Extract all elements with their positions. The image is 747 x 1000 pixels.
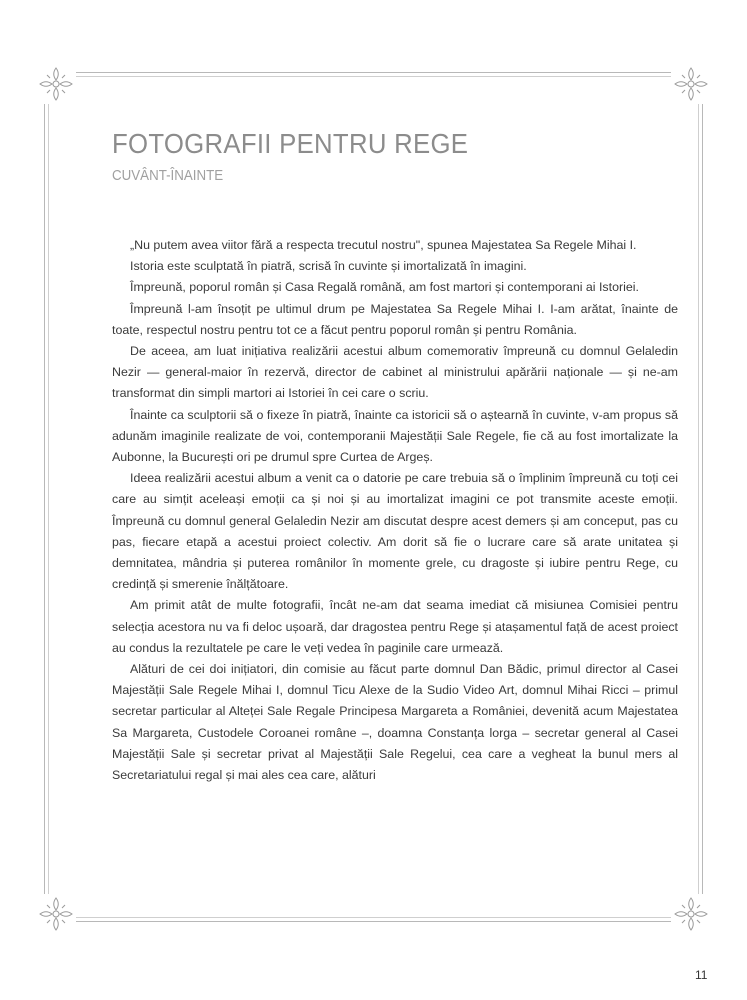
fleur-cross-icon xyxy=(671,894,711,934)
corner-ornament-top-right xyxy=(671,64,711,104)
page-number: 11 xyxy=(695,968,708,982)
fleur-cross-icon xyxy=(36,64,76,104)
corner-ornament-bottom-left xyxy=(36,894,76,934)
fleur-cross-icon xyxy=(671,64,711,104)
paragraph: Împreună, poporul român și Casa Regală română, am fost martori și contemporani ai Istoriei. xyxy=(130,280,639,295)
corner-ornament-bottom-right xyxy=(671,894,711,934)
page-title: FOTOGRAFII PENTRU REGE xyxy=(112,128,469,159)
section-subtitle: CUVÂNT-ÎNAINTE xyxy=(112,168,224,184)
paragraph: Istoria este sculptată în piatră, scrisă în cuvinte și imortalizată în imagini. xyxy=(130,259,527,274)
paragraph: Înainte ca sculptorii să o fixeze în piatră, înainte ca istoricii să o aștearnă în cuvinte, v-am propus să adunăm imaginile realizate de voi, contemporanii Majestății Sale Regele, fie că au fost imortalizate la Aubonne, la București ori pe drumul spre Curtea de Argeș. xyxy=(112,407,678,465)
paragraph: De aceea, am luat inițiativa realizării acestui album comemorativ împreună cu domnul Gelaledin Nezir — general-maior în rezervă, director de cabinet al ministrului apărării naționale — și ne-am transformat din simpli martori ai Istoriei în cei care o scriu. xyxy=(112,344,678,401)
paragraph: Ideea realizării acestui album a venit ca o datorie pe care trebuia să o împlinim împreună cu toți cei care au simțit aceleași emoții ca și noi și au imortalizat imagini ce pot transmite aceste emoții. Împreună cu domnul general Gelaledin Nezir am discutat despre acest demers și am conceput, pas cu pas, fiecare etapă a acestui proiect colectiv. Am dorit să fie o lucrare care să arate unitatea și demnitatea, mândria și puterea românilor în momente grele, cu dragoste și iubire pentru Rege, cu credință și smerenie înălțătoare. xyxy=(112,471,678,592)
paragraph: Împreună l-am însoțit pe ultimul drum pe Majestatea Sa Regele Mihai I. I-am arătat, înainte de toate, respectul nostru pentru tot ce a făcut pentru poporul român și pentru România. xyxy=(112,301,678,337)
paragraph: Am primit atât de multe fotografii, încât ne-am dat seama imediat că misiunea Comisiei pentru selecția acestora nu va fi deloc ușoară, dar dragostea pentru Rege și atașamentul față de acest proiect au condus la rezultatele pe care le veți vedea în paginile care urmează. xyxy=(112,598,678,655)
body-text xyxy=(112,235,678,786)
corner-ornament-top-left xyxy=(36,64,76,104)
fleur-cross-icon xyxy=(36,894,76,934)
paragraph: Alături de cei doi inițiatori, din comisie au făcut parte domnul Dan Bădic, primul director al Casei Majestății Sale Regele Mihai I, domnul Ticu Alexe de la Sudio Video Art, domnul Mihai Ricci – primul secretar particular al Alteței Sale Regale Principesa Margareta a României, devenită acum Majestatea Sa Margareta, Custodele Coroanei române –, doamna Constanța lorga – secretar general al Casei Majestății Sale și secretar privat al Majestății Sale Regelui, cea care a vegheat la bunul mers al Secretariatului regal și mai ales cea care, alături xyxy=(112,662,678,783)
paragraph: „Nu putem avea viitor fără a respecta trecutul nostru", spunea Majestatea Sa Regele Mihai I. xyxy=(130,238,637,252)
